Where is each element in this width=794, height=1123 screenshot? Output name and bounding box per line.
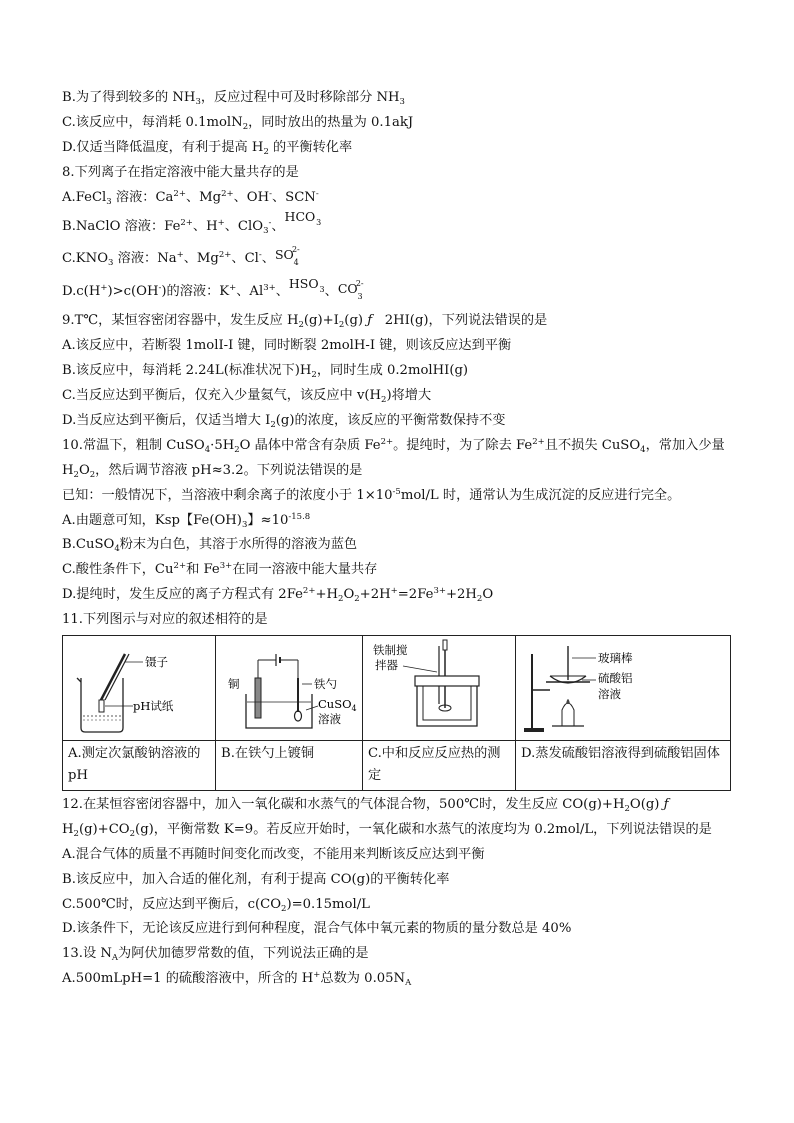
question-9-option-c xyxy=(62,386,734,406)
question-11-figure-table xyxy=(62,635,731,791)
superscript: 2+ xyxy=(218,250,232,261)
text: ，同时生成 0.2molHI(g) xyxy=(316,363,469,379)
question-10-option-b xyxy=(62,535,734,555)
text: =2Fe xyxy=(397,587,434,603)
subscript: 2 xyxy=(129,828,136,839)
superscript: 2+ xyxy=(173,188,186,199)
subscript: A xyxy=(405,978,412,989)
subscript: 3 xyxy=(195,97,201,107)
text: (g)的浓度，该反应的平衡常数保持不变 xyxy=(275,413,506,429)
text: C.该反应中，每消耗 0.1molN xyxy=(62,114,243,130)
question-9-stem xyxy=(62,311,734,331)
subscript: 3 xyxy=(316,218,322,228)
text: 、 xyxy=(271,219,285,235)
text: A.由题意可知，Ksp【Fe(OH) xyxy=(62,512,242,528)
subscript: 2 xyxy=(476,594,483,605)
cuso4-label xyxy=(318,697,357,713)
tweezers-label: 镊子 xyxy=(145,655,168,670)
text: 、ClO xyxy=(224,219,264,235)
figure-b xyxy=(216,636,363,741)
superscript: - xyxy=(158,283,162,294)
superscript: 2- xyxy=(355,279,364,289)
text: 、Al xyxy=(236,284,264,300)
superscript: 2+ xyxy=(380,436,394,447)
text: D.c(H xyxy=(62,284,101,300)
question-8-stem: 8.下列离子在指定溶液中能大量共存的是 xyxy=(62,164,299,180)
question-7-option-c xyxy=(62,113,734,133)
text: B.该反应中，每消耗 2.24L(标准状况下)H xyxy=(62,363,312,379)
question-10-option-a xyxy=(62,511,734,531)
subscript: 4 xyxy=(351,704,357,714)
superscript: 3+ xyxy=(219,561,233,572)
subscript: 2 xyxy=(624,804,630,815)
text: 。提纯时，为了除去 Fe xyxy=(393,437,533,453)
superscript: + xyxy=(176,250,184,261)
text: +2H xyxy=(359,587,391,603)
text: 在同一溶液中能大量共存 xyxy=(232,562,378,578)
text: H xyxy=(62,462,74,478)
solution-label: 溶液 xyxy=(318,712,341,727)
question-12-stem-line2 xyxy=(62,820,734,840)
text: (g)+CO xyxy=(78,821,130,837)
text: D.提纯时，发生反应的离子方程式有 2Fe xyxy=(62,587,303,603)
text: O xyxy=(343,587,355,603)
subscript: 2 xyxy=(234,444,240,455)
superscript: -15.8 xyxy=(288,511,311,522)
question-12-option-b: B.该反应中，加入合适的催化剂，有利于提高 CO(g)的平衡转化率 xyxy=(62,871,450,887)
question-7-option-d xyxy=(62,138,734,158)
question-10-option-d xyxy=(62,585,734,605)
text: (g)+I xyxy=(303,313,339,329)
subscript: 2 xyxy=(298,320,304,331)
ph-paper-label: pH试纸 xyxy=(133,699,174,714)
text: 13.设 N xyxy=(62,946,112,962)
subscript: 3 xyxy=(241,519,248,530)
subscript: 3 xyxy=(399,97,405,107)
question-12-option-c xyxy=(62,895,734,915)
superscript: 3+ xyxy=(433,586,446,597)
text: O xyxy=(482,587,494,603)
text: 】≈10 xyxy=(247,512,289,528)
text: ，然后调节溶液 pH≈3.2。下列说法错误的是 xyxy=(95,462,363,478)
aluminum-sulfate-label: 硫酸铝 xyxy=(598,671,633,686)
question-13-stem xyxy=(62,944,734,964)
option-a-caption: A.测定次氯酸钠溶液的pH xyxy=(63,741,216,791)
subscript: 3 xyxy=(319,285,325,295)
text: D.当反应达到平衡后，仅适当增大 I xyxy=(62,413,271,429)
equilibrium-symbol: ƒ xyxy=(663,797,669,813)
question-12-option-d: D.该条件下，无论该反应进行到何种程度，混合气体中氧元素的物质的量分数总是 40% xyxy=(62,921,572,937)
subscript: 3 xyxy=(106,196,112,207)
text: C.酸性条件下，Cu xyxy=(62,562,174,578)
superscript: + xyxy=(313,970,321,981)
question-8-option-a xyxy=(62,188,734,208)
question-8-option-b xyxy=(62,209,734,241)
text: 已知：一般情况下，当溶液中剩余离子的浓度小于 1×10 xyxy=(62,487,393,503)
superscript: + xyxy=(229,283,237,294)
subscript: 2 xyxy=(311,370,317,381)
question-12-stem-line1 xyxy=(62,795,734,815)
text: H xyxy=(62,821,74,837)
question-9-option-b xyxy=(62,361,734,381)
superscript: - xyxy=(268,218,272,229)
glass-rod-label: 玻璃棒 xyxy=(598,651,633,666)
ion-formula: HCO xyxy=(284,209,316,225)
text: 、Mg xyxy=(183,251,219,267)
text: D.仅适当降低温度，有利于提高 H xyxy=(62,139,264,155)
subscript: 2 xyxy=(281,903,287,914)
option-d-caption: D.蒸发硫酸铝溶液得到硫酸铝固体 xyxy=(516,741,731,791)
text: 和 Fe xyxy=(186,562,220,578)
subscript: 2 xyxy=(73,828,79,839)
text: 溶液：Ca xyxy=(111,189,174,205)
question-10-option-c xyxy=(62,560,734,580)
superscript: - xyxy=(269,188,272,199)
text: +H xyxy=(315,587,339,603)
text: (g)，平衡常数 K=9。若反应开始时，一氧化碳和水蒸气的浓度均为 0.2mol/L，下列说法错误的是 xyxy=(135,821,712,837)
cuso4-formula: CuSO xyxy=(318,697,352,712)
text: )的溶液：K xyxy=(161,284,230,300)
text: ，反应过程中可及时移除部分 NH xyxy=(200,90,400,105)
question-9-option-a: A.该反应中，若断裂 1molI-I 键，同时断裂 2molH-I 键，则该反应达到平衡 xyxy=(62,338,512,354)
text: 总数为 0.05N xyxy=(320,971,406,987)
superscript: 2+ xyxy=(173,561,187,572)
text: B.为了得到较多的 NH xyxy=(62,90,196,105)
text: 、OH xyxy=(233,189,270,205)
stirrer-label-line2: 拌器 xyxy=(375,658,398,673)
bicarbonate-ion xyxy=(285,203,322,231)
question-10-stem-line1 xyxy=(62,436,734,456)
text: (g) xyxy=(344,313,364,329)
text: 、Mg xyxy=(185,189,222,205)
text: C.500℃时，反应达到平衡后，c(CO xyxy=(62,896,282,912)
sulfate-ion xyxy=(275,241,300,269)
text: 溶液：Na xyxy=(113,251,177,267)
text: )>c(OH xyxy=(107,284,159,300)
superscript: + xyxy=(217,218,225,229)
text: 12.在某恒容密闭容器中，加入一氧化碳和水蒸气的气体混合物，500℃时，发生反应 CO(g)+H xyxy=(62,797,625,813)
superscript: + xyxy=(100,283,108,294)
text: A.FeCl xyxy=(62,189,107,205)
figure-d xyxy=(516,636,731,741)
text: ，同时放出的热量为 0.1akJ xyxy=(248,114,414,130)
exam-page xyxy=(62,88,734,994)
text: ，常加入少量 xyxy=(645,437,725,453)
text: )=0.15mol/L xyxy=(286,896,370,912)
subscript: 2 xyxy=(89,469,96,480)
ph-test-apparatus-diagram xyxy=(63,636,213,736)
subscript: 2 xyxy=(242,121,249,132)
subscript: 3 xyxy=(263,226,269,237)
bisulfite-ion xyxy=(289,269,325,299)
ion-formula: CO xyxy=(337,281,358,297)
question-9-option-d xyxy=(62,411,734,431)
superscript: + xyxy=(390,586,398,597)
subscript: 2 xyxy=(338,594,344,605)
text: 9.T℃，某恒容密闭容器中，发生反应 H xyxy=(62,313,299,329)
text: B.NaClO 溶液：Fe xyxy=(62,219,181,235)
text: O(g) xyxy=(629,797,660,813)
equilibrium-symbol: ƒ xyxy=(367,313,373,329)
text: )将增大 xyxy=(386,388,432,404)
text: 且不损失 CuSO xyxy=(544,437,641,453)
question-8-option-d xyxy=(62,276,734,307)
subscript: 2 xyxy=(73,469,79,480)
subscript: 2 xyxy=(354,594,360,605)
subscript: 4 xyxy=(204,444,211,455)
question-10-known xyxy=(62,486,734,506)
text: C.当反应达到平衡后，仅充入少量氦气，该反应中 v(H xyxy=(62,388,382,404)
text: 、SCN xyxy=(271,189,316,205)
question-8-option-c xyxy=(62,244,734,273)
text: mol/L 时，通常认为生成沉淀的反应进行完全。 xyxy=(400,487,681,503)
figure-c xyxy=(363,636,516,741)
iron-spoon-label: 铁勺 xyxy=(314,677,337,692)
text: 粉末为白色，其溶于水所得的溶液为蓝色 xyxy=(119,537,358,553)
question-13-option-a xyxy=(62,969,734,989)
ion-formula: SO xyxy=(274,247,294,263)
text: 、 xyxy=(324,284,338,300)
copper-label: 铜 xyxy=(228,677,240,692)
text: 、 xyxy=(261,251,275,267)
text: 、H xyxy=(192,219,218,235)
question-12-option-a: A.混合气体的质量不再随时间变化而改变，不能用来判断该反应达到平衡 xyxy=(62,846,485,862)
text: 2HI(g)，下列说法错误的是 xyxy=(384,313,548,329)
subscript: 2 xyxy=(263,146,269,157)
solution-label: 溶液 xyxy=(598,687,621,702)
subscript: 4 xyxy=(114,544,120,555)
text: B.CuSO xyxy=(62,537,115,553)
text: A.500mLpH=1 的硫酸溶液中，所含的 H xyxy=(62,971,314,987)
option-b-caption: B.在铁勺上镀铜 xyxy=(216,741,363,791)
subscript: 2 xyxy=(270,420,276,431)
stirrer-label-line1: 铁制搅 xyxy=(373,643,408,658)
evaporation-diagram xyxy=(516,636,712,736)
text: ·5H xyxy=(210,437,235,453)
superscript: 2+ xyxy=(221,188,234,199)
text: 为阿伏加德罗常数的值，下列说法正确的是 xyxy=(118,946,369,962)
superscript: -5 xyxy=(392,486,401,497)
electroplating-diagram xyxy=(216,636,361,736)
text: O 晶体中常含有杂质 Fe xyxy=(239,437,381,453)
subscript: 2 xyxy=(338,320,345,331)
text: 的平衡转化率 xyxy=(268,139,353,155)
option-c-caption: C.中和反应反应热的测定 xyxy=(363,741,516,791)
calorimeter-diagram xyxy=(363,636,513,736)
subscript: 4 xyxy=(293,258,299,268)
superscript: - xyxy=(258,250,262,261)
superscript: 2- xyxy=(291,245,300,255)
text: O xyxy=(78,462,90,478)
superscript: - xyxy=(315,188,319,199)
text: 、Cl xyxy=(231,251,259,267)
question-10-stem-line2 xyxy=(62,461,734,481)
text: C.KNO xyxy=(62,251,109,267)
subscript: 4 xyxy=(640,444,646,455)
figure-a xyxy=(63,636,216,741)
text: 10.常温下，粗制 CuSO xyxy=(62,437,205,453)
subscript: A xyxy=(111,953,119,964)
superscript: 2+ xyxy=(302,586,316,597)
text: 、 xyxy=(275,284,289,300)
ion-formula: HSO xyxy=(288,276,319,292)
superscript: 2+ xyxy=(180,218,193,229)
subscript: 3 xyxy=(108,258,114,269)
superscript: 3+ xyxy=(263,283,276,294)
subscript: 2 xyxy=(381,395,387,406)
superscript: 2+ xyxy=(532,436,545,447)
carbonate-ion xyxy=(338,274,364,304)
question-11-stem: 11.下列图示与对应的叙述相符的是 xyxy=(62,612,268,628)
subscript: 3 xyxy=(357,292,363,302)
question-7-option-b xyxy=(62,88,734,108)
text: +2H xyxy=(445,587,477,603)
